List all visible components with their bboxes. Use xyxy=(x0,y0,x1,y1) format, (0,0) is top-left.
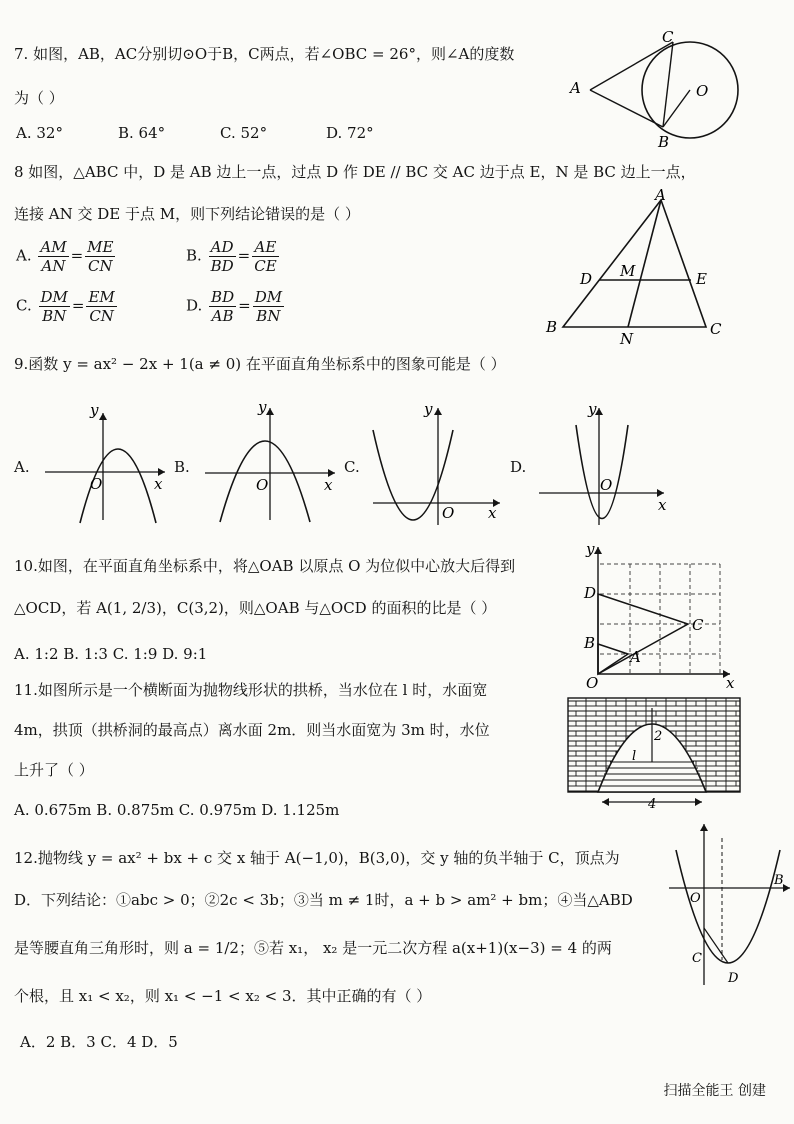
q8-label-m: M xyxy=(620,262,636,280)
q7-option-c: C. 52° xyxy=(220,124,268,142)
q8-label-b: B xyxy=(546,318,558,336)
svg-text:C: C xyxy=(692,616,704,634)
q10-stem-line2: △OCD，若 A(1, 2/3)，C(3,2)，则△OAB 与△OCD 的面积的比是（ ） xyxy=(14,599,497,617)
svg-text:y: y xyxy=(90,401,99,419)
q9-graph-c xyxy=(368,400,508,530)
q12-parabola-figure xyxy=(664,820,794,990)
svg-text:x: x xyxy=(324,476,333,494)
svg-text:D: D xyxy=(728,971,739,986)
q7-label-a: A xyxy=(570,79,581,97)
q8-label-a: A xyxy=(655,186,666,204)
q7-option-a: A. 32° xyxy=(16,124,63,142)
svg-text:D: D xyxy=(584,584,597,602)
svg-text:B: B xyxy=(584,634,596,652)
q7-stem-line1: 7. 如图，AB，AC分别切⊙O于B，C两点，若∠OBC = 26°，则∠A的度数 xyxy=(14,45,515,63)
q9-option-a: A. xyxy=(14,458,30,476)
q11-stem-line2: 4m，拱顶（拱桥洞的最高点）离水面 2m．则当水面宽为 3m 时，水位 xyxy=(14,721,490,739)
q12-options: A．2 B．3 C．4 D．5 xyxy=(20,1033,178,1051)
q11-stem-line3: 上升了（ ） xyxy=(14,761,94,779)
q8-option-b: B. $\frac{AD}{BD}$ = $\frac{AE}{CE}$ xyxy=(186,238,277,275)
scanner-watermark: 扫描全能王 创建 xyxy=(663,1083,766,1099)
svg-text:x: x xyxy=(726,674,735,692)
svg-text:y: y xyxy=(258,398,267,416)
svg-text:x: x xyxy=(488,504,497,522)
q8-label-d: D xyxy=(580,270,593,288)
q7-stem-line2: 为（ ） xyxy=(14,89,64,107)
svg-text:O: O xyxy=(600,476,613,494)
svg-text:O: O xyxy=(586,674,599,692)
svg-text:O: O xyxy=(442,504,455,522)
svg-text:l: l xyxy=(632,749,637,764)
svg-text:O: O xyxy=(256,476,269,494)
q8-label-n: N xyxy=(620,330,634,348)
q7-option-d: D. 72° xyxy=(326,124,374,142)
q9-option-c: C. xyxy=(344,458,360,476)
svg-text:x: x xyxy=(658,496,667,514)
q8-stem-line1: 8 如图，△ABC 中，D 是 AB 边上一点，过点 D 作 DE // BC 交 AC 边于点 E，N 是 BC 边上一点， xyxy=(14,163,696,181)
q8-label-e: E xyxy=(696,270,707,288)
q11-options: A. 0.675m B. 0.875m C. 0.975m D. 1.125m xyxy=(14,801,340,819)
svg-text:4: 4 xyxy=(648,797,657,812)
svg-text:O: O xyxy=(690,891,701,906)
q12-stem-line1: 12.抛物线 y = ax² + bx + c 交 x 轴于 A(−1,0)，B(3,0)，交 y 轴的负半轴于 C，顶点为 xyxy=(14,849,620,867)
q8-option-a: A. $\frac{AM}{AN}$ = $\frac{ME}{CN}$ xyxy=(16,238,114,275)
q7-circle-tangent-figure xyxy=(560,20,760,151)
q8-stem-line2: 连接 AN 交 DE 于点 M，则下列结论错误的是（ ） xyxy=(14,205,360,223)
q7-label-o: O xyxy=(696,82,709,100)
q8-triangle-figure xyxy=(540,186,740,346)
svg-text:x: x xyxy=(154,475,163,493)
svg-text:B: B xyxy=(774,873,784,888)
q9-graph-b xyxy=(200,400,340,525)
q9-graph-d xyxy=(536,400,670,530)
q10-stem-line1: 10.如图，在平面直角坐标系中，将△OAB 以原点 O 为位似中心放大后得到 xyxy=(14,557,516,575)
svg-text:2: 2 xyxy=(654,729,663,744)
q10-options: A. 1:2 B. 1:3 C. 1:9 D. 9:1 xyxy=(14,645,208,663)
q7-option-b: B. 64° xyxy=(118,124,166,142)
q12-stem-line2: D．下列结论：①abc > 0；②2c < 3b；③当 m ≠ 1时，a + b > am² + bm；④当△ABD xyxy=(14,891,633,909)
q8-label-c: C xyxy=(710,320,722,338)
svg-text:y: y xyxy=(424,400,433,418)
q7-label-c: C xyxy=(662,28,674,46)
q11-arch-bridge-figure xyxy=(566,696,742,812)
q11-stem-line1: 11.如图所示是一个横断面为抛物线形状的拱桥，当水位在 l 时，水面宽 xyxy=(14,681,488,699)
svg-text:A: A xyxy=(630,648,641,666)
svg-text:C: C xyxy=(692,951,702,966)
q12-stem-line3: 是等腰直角三角形时，则 a = 1/2；⑤若 x₁， x₂ 是一元二次方程 a(x+1)(x−3) = 4 的两 xyxy=(14,939,612,957)
q7-label-b: B xyxy=(658,133,670,151)
svg-text:y: y xyxy=(588,400,597,418)
q9-option-b: B. xyxy=(174,458,190,476)
q9-option-d: D. xyxy=(510,458,527,476)
q8-option-d: D. $\frac{BD}{AB}$ = $\frac{DM}{BN}$ xyxy=(186,288,283,325)
q9-graph-a xyxy=(40,401,170,525)
svg-text:y: y xyxy=(586,540,595,558)
q9-stem-line1: 9.函数 y = ax² − 2x + 1(a ≠ 0) 在平面直角坐标系中的图象可能是（ ） xyxy=(14,355,506,373)
q10-coordinate-figure xyxy=(580,542,740,692)
q12-stem-line4: 个根，且 x₁ < x₂，则 x₁ < −1 < x₂ < 3．其中正确的有（ ） xyxy=(14,987,432,1005)
q8-option-c: C. $\frac{DM}{BN}$ = $\frac{EM}{CN}$ xyxy=(16,288,115,325)
svg-text:O: O xyxy=(90,475,103,493)
